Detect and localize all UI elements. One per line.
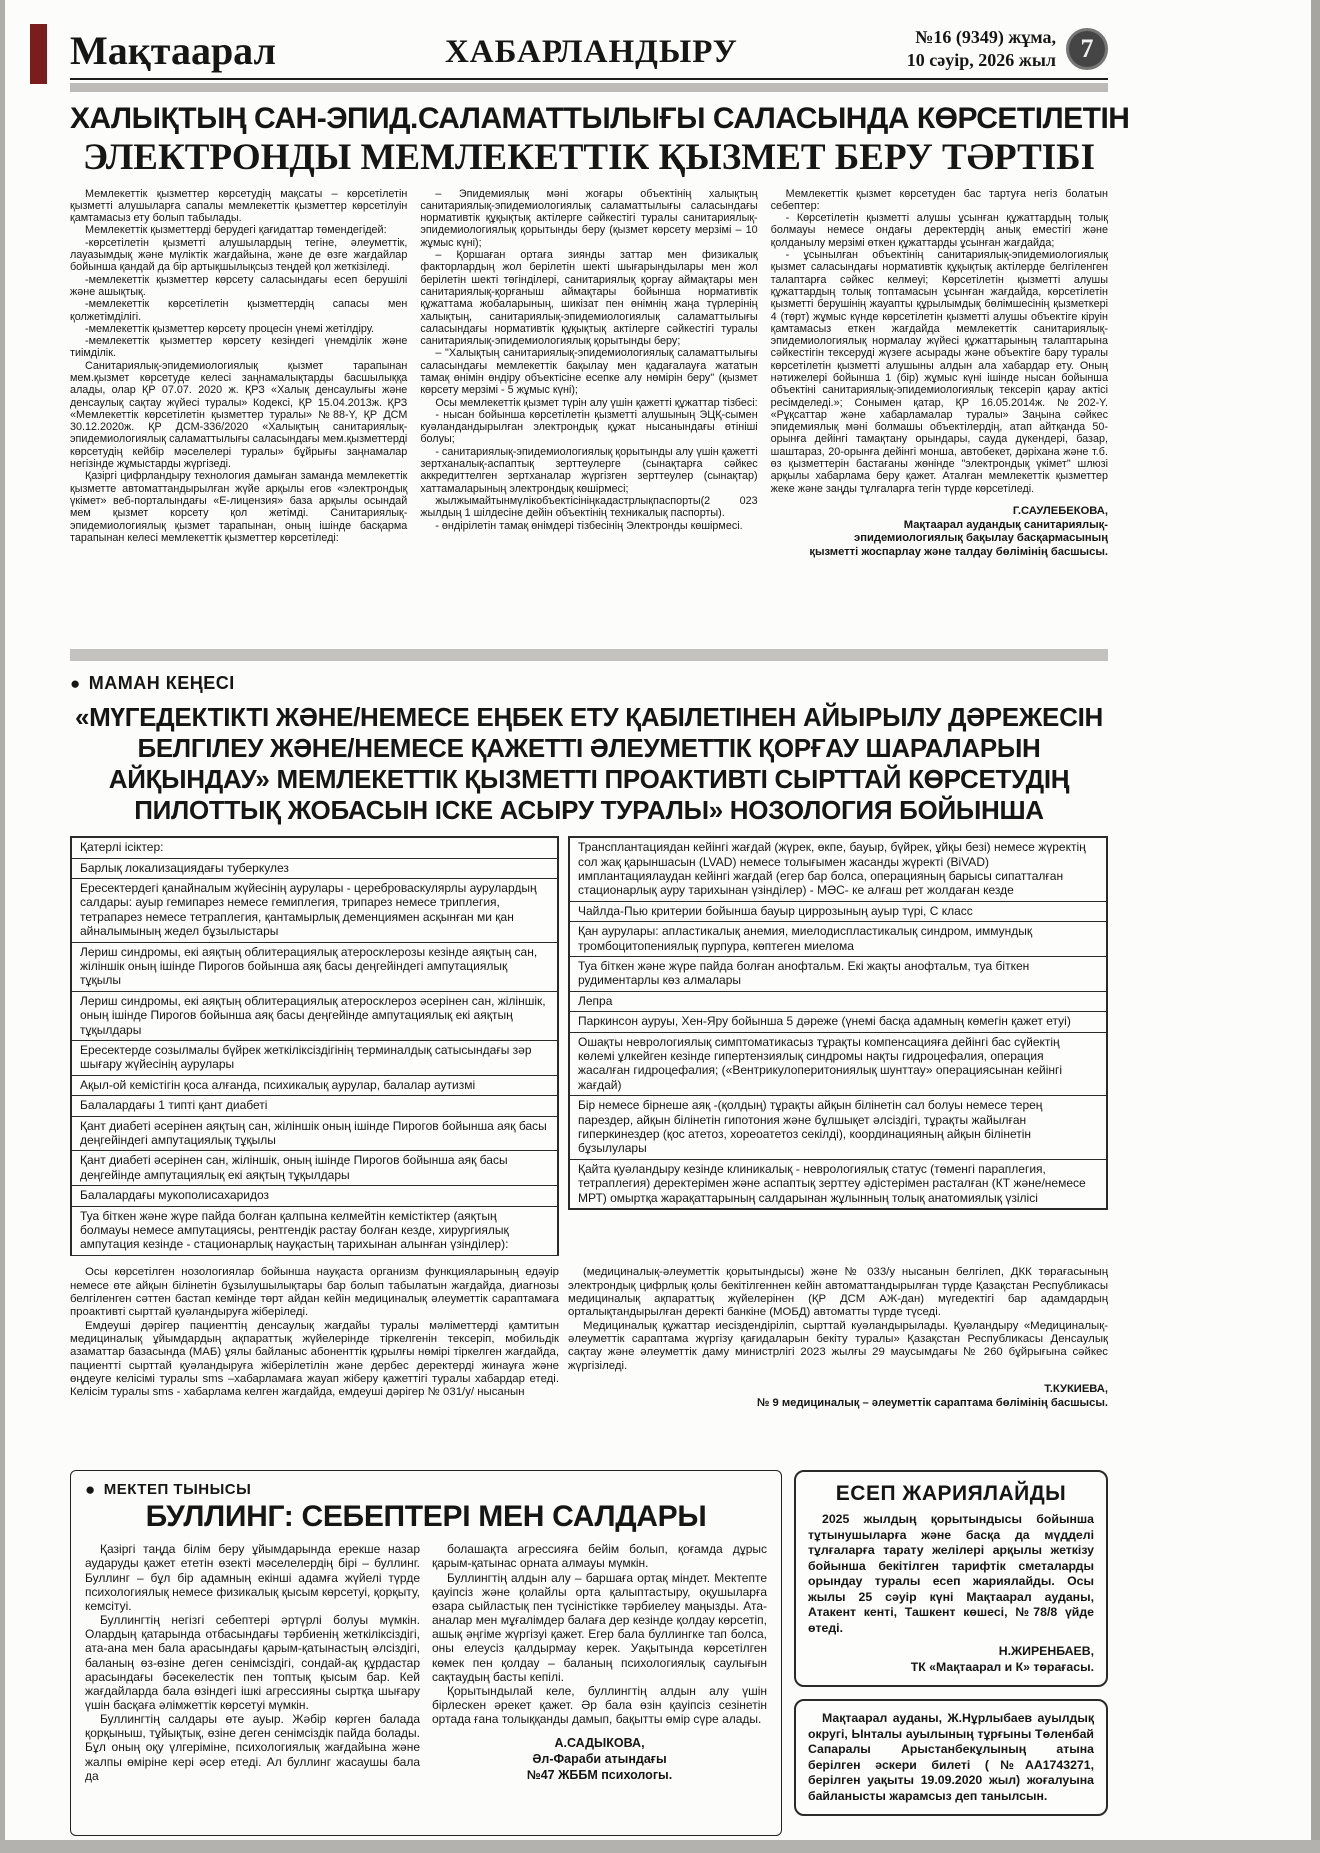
table-row: Паркинсон ауруы, Хен-Яру бойынша 5 дәреже (үнемі басқа адамның көмегін қажет етуі) [570, 1011, 1106, 1031]
paragraph: – Эпидемиялық мәні жоғары объектінің халықтың санитариялық-эпидемиологиялық саламаттылығы саласындағы нормативтік құқықтық актілерге сәйкестігі туралы санитариялық-эпидемиологиялық қорытынды беру (қызмет көрсету мерзімі – 10 жұмыс күні); [420, 187, 758, 249]
bullet-icon: ● [70, 673, 81, 693]
notice-box [794, 1699, 1108, 1816]
paragraph: (медициналық-әлеуметтік қорытындысы) және № 033/у нысанын белгілеп, ДКК төрағасының электрондық цифрлық қолы бекітілгеннен кейін автоматтандырылған түрде Қазақстан Республикасы медициналық ақпараттық жүйелерінен (ҚР ДСМ АЖ-дан) мүгедектігі бар адамдардың орталықтандырылған деректі банкіне (МОБД) автоматты түрде түседі. [568, 1266, 1108, 1319]
paragraph: Қорытындылай келе, буллингтің алдын алу үшін бірлескен әрекет қажет. Әр бала өзін қауіпсіз сезінетін ортада ғана толыққанды дамып, бақытты өмір сүре алады. [432, 1683, 767, 1727]
paragraph: - Көрсетілетін қызметті алушы ұсынған құжаттардың толық болмауы немесе ондағы деректердің анық еместігі және қолданылу мерзімі өткен құжаттарды ұсынған жағдайда; [770, 212, 1108, 249]
article1-main-headline: ЭЛЕКТРОНДЫ МЕМЛЕКЕТТІК ҚЫЗМЕТ БЕРУ ТӘРТІБІ [82, 137, 1096, 178]
section-label-text: МЕКТЕП ТЫНЫСЫ [103, 1481, 252, 1499]
headline-line: «МҮГЕДЕКТІКТІ ЖӘНЕ/НЕМЕСЕ ЕҢБЕК ЕТУ ҚАБІЛЕТІНЕН АЙЫРЫЛУ ДӘРЕЖЕСІН [75, 701, 1103, 732]
page-edge-left [0, 0, 5, 1853]
table-row: Ересектердегі қанайналым жүйесінің аурулары - цереброваскулярлы аурулардың салдары: ауыр гемипарез немесе гемиплегия, трипарез немесе триплегия, тетрапарез немесе тетраплегия, қантамырлық деменциямен асқынған ми қан айналымының жедел бұзылыстары [72, 878, 557, 942]
signature-line: Мақтаарал аудандық санитариялық- [903, 518, 1108, 531]
section-label-mektep [85, 1481, 767, 1498]
header-rule [70, 78, 1108, 80]
article1-kicker-headline: ХАЛЫҚТЫҢ САН-ЭПИД.САЛАМАТТЫЛЫҒЫ САЛАСЫНДА КӨРСЕТІЛЕТІН [70, 102, 1130, 135]
issue-info [907, 26, 1056, 71]
page-header [70, 26, 1108, 71]
paragraph: -көрсетілетін қызметті алушылардың тегіне, әлеуметтік, лауазымдық және мүліктік жағдайына, және де өзге жағдайлар бойынша қандай да бір артықшылықсыз теңдей қол жеткізіледі. [70, 236, 408, 274]
nosology-table-right [568, 836, 1108, 1210]
paragraph: Қазіргі таңда білім беру ұйымдарында ерекше назар аударуды қажет ететін өзекті мәселелердің бірі – буллинг. Буллинг – бұл бір адамның екінші адамға жүйелі түрде психологиялық немесе физикалық қысым көрсетуі, қорқыту, кемсітуі. [85, 1542, 420, 1613]
maman-body-left [70, 1266, 559, 1458]
maman-headline [70, 702, 1108, 827]
paragraph: Буллингтің салдары өте ауыр. Жәбір көрген балада қорқыныш, тұйықтық, өзіне деген сенімсіздік пайда болады. Бұл оның оқу үлгеріміне, психологиялық жағдайына және жалпы өміріне кері әсер етеді. Ал буллинг жасаушы бала да [85, 1712, 420, 1783]
table-row: Ересектерде созылмалы бүйрек жеткіліксіздігінің терминалдық сатысындағы зәр шығару жүйесінің аурулары [72, 1040, 557, 1075]
page-edge-right [1311, 0, 1320, 1853]
nosology-table [70, 836, 1108, 1256]
bottom-section [70, 1470, 1108, 1836]
esep-title: ЕСЕП ЖАРИЯЛАЙДЫ [835, 1482, 1067, 1506]
signature-line: №47 ЖББМ психологы. [526, 1767, 673, 1782]
paragraph: - өндірілетін тамақ өнімдері тізбесінің Электронды көшірмесі. [435, 519, 743, 532]
maman-body-right [568, 1266, 1108, 1458]
table-row: Қан аурулары: апластикалық анемия, миелодиспластикалық синдром, иммундық тромбоцитопениялық пурпура, көптеген миелома [570, 921, 1106, 956]
paragraph: -мемлекеттік көрсетілетін қызметтердің сапасы мен қолжетімділігі. [70, 298, 408, 323]
paragraph: Буллингтің алдын алу – баршаға ортақ міндет. Мектепте қауіпсіз және қолайлы орта қалыптастыру, оқушыларға өзара сыйластық пен түсіністікке тәрбиелеу маңызды. Ата-аналар мен мұғалімдер балаға дер кезінде қолдау көрсетіп, ашық әңгіме жүргізуі қажет. Егер бала буллингке тап болса, оны елеусіз қалдырмау керек. Уақытында көрсетілген көмек пен қолдау – баланың психологиялық саулығын сақтаудың басты кепілі. [432, 1570, 767, 1684]
paragraph: -мемлекеттік қызметтер көрсету саласындағы есеп берушілі және ашықтық. [70, 273, 408, 298]
table-row: Туа біткен және жүре пайда болған анофтальм. Екі жақты анофтальм, туа біткен рудиментарлы көз алмалары [570, 956, 1106, 991]
paragraph: - санитариялық-эпидемиологиялық қорытынды алу үшін қажетті зертханалық-аспаптық зерттеулерге (сынақтарға сәйкес аккредиттелген зертханалар жүргізген зерттеулер (сынақтар) хаттамаларының электрондық көшірмесі; [420, 445, 758, 495]
table-row: Қант диабеті әсерінен сан, жіліншік, оның ішінде Пирогов бойынша аяқ басы деңгейінде ампутациялық екі аяқтың тұқылдары [72, 1150, 557, 1185]
table-row: Ақыл-ой кемістігін қоса алғанда, психикалық аурулар, балалар аутизмі [72, 1075, 557, 1095]
issue-number: №16 (9349) жұма, [915, 27, 1056, 47]
signature-line: қызметті жоспарлау және талдау бөлімінің басшысы. [809, 545, 1108, 558]
table-row: Балалардағы мукополисахаридоз [72, 1185, 557, 1205]
side-column [794, 1470, 1108, 1836]
scan-corner-mark [30, 24, 47, 84]
paragraph: Буллингтің негізгі себептері әртүрлі болуы мүмкін. Олардың қатарында отбасындағы тәрбиенің жеткіліксіздігі, ата-ана мен бала арасындағы қарым-қатынастың әлсіздігі, баланың өз-өзіне деген сенімсіздігі, сондай-ақ құрдастар арасындағы бәсекелестік пен топтық қысым бар. Кей жағдайларда бала өзіндегі ішкі агрессияны сыртқа шығару үшін басқаға әлімжеттік көрсетуі мүмкін. [85, 1613, 420, 1713]
paragraph: -мемлекеттік қызметтер көрсету процесін үнемі жетілдіру. [85, 322, 375, 335]
esep-box [794, 1470, 1108, 1687]
table-row: Лериш синдромы, екі аяқтың облитерациялық атеросклероз әсерінен сан, жіліншік, оның ішінде Пирогов бойынша аяқ басы деңгейінде ампутациялық екі аяқтың тұқылдары [72, 991, 557, 1040]
headline-line: БЕЛГІЛЕУ ЖӘНЕ/НЕМЕСЕ ҚАЖЕТТІ ӘЛЕУМЕТТІК ҚОРҒАУ ШАРАЛАРЫН [137, 732, 1041, 763]
table-row: Трансплантациядан кейінгі жағдай (жүрек, өкпе, бауыр, бүйрек, ұйқы безі) немесе жүректің сол жақ қарыншасын (LVAD) немесе толығымен жасанды жүректі (BiVAD) имплантациялаудан кейінгі жағдай (егер бар болса, операцияның барысы сипатталған стационарлық ауру тарихынан үзінділер) - МӘС- ке алғаш рет жолдаған кезде [578, 840, 1086, 898]
table-row: Туа біткен және жүре пайда болған қалпына келмейтін кемістіктер (аяқтың болмауы немесе ампутациясы, рентгендік растау болған кезде, хирургиялық ампутация кезінде - стационарлық науқастың тарихынан алынған үзінділер): [72, 1206, 557, 1255]
paragraph: Емдеуші дәрігер пациенттің денсаулық жағдайы туралы мәліметтерді қамтитын медициналық ұйымдардың ақпараттық жүйелерінде тіркелгенін тексеріп, мобильдік азаматтар базасында (МАБ) ұялы байланыс абоненттік құрылғы нөмірі тіркелген жағдайда, пациентті сырттай қуәландыруға жіберілетілін және дербес деректерді жинауға және өңдеуге келісімі туралы sms –хабарламаға жауап жіберу қажеттігі туралы хабардар етеді. Келісім туралы sms - хабарлама келген жағдайда, емдеуші дәрігер № 031/у/ нысанын [70, 1319, 559, 1399]
bullying-column-2-text [432, 1542, 767, 1726]
paragraph: – Қоршаған ортаға зиянды заттар мен физикалық факторлардың жол берілетін шекті шығарындылары мен жол берілетін шекті төгінділері, санитариялық қорғау аймақтары мен санитариялық-қорғаныш аймақтары бойынша нормативтік құжаттама жобаларының, шикізат пен өнімнің жаңа түрлерінің халықтың, санитариялық-эпидемиологиялық саламаттылығы саласындағы нормативтік құқықтық актілерге сәйкестігі туралы санитариялық-эпидемиологиялық қорытынды беру; [420, 249, 758, 348]
section-separator-bar [70, 649, 1108, 661]
issue-date: 10 сәуір, 2026 жыл [906, 49, 1056, 70]
paragraph: Осы мемлекеттік қызмет түрін алу үшін қажетті құжаттар тізбесі: [435, 396, 758, 409]
bullying-column-1 [85, 1542, 420, 1783]
signature-line: № 9 медициналық – әлеуметтік сараптама бөлімінің басшысы. [756, 1396, 1108, 1409]
school-article-box [70, 1470, 782, 1836]
paragraph: Мемлекеттік қызметтер көрсетудің мақсаты – көрсетілетін қызметті алушыларға сапалы мемлекеттік қызметтер көрсетілуін қамтамасыз ету болып табылады. [70, 187, 408, 225]
article1-columns [70, 188, 1108, 640]
section-label-text: МАМАН КЕҢЕСІ [88, 672, 235, 693]
maman-body-right-text [568, 1266, 1108, 1373]
maman-body [70, 1266, 1108, 1458]
signature-line: Г.САУЛЕБЕКОВА, [1012, 504, 1108, 517]
signature-line: Т.КУКИЕВА, [1044, 1383, 1108, 1396]
maman-signature [568, 1383, 1108, 1410]
paragraph: – "Халықтың санитариялық-эпидемиологиялық саламаттылығы саласындағы мемлекеттік бақылау мен қадағалауға жататын тамақ өнімін өндіру объектісіне есепке алу нөмірін беру" (қызмет көрсету мерзімі - 5 жұмыс күні); [420, 347, 758, 397]
nosology-table-left [70, 836, 559, 1256]
page-content [70, 0, 1130, 1836]
paragraph: Санитариялық-эпидемиологиялық қызмет тарапынан мем.қызмет көрсетуде келесі заңнамалықтарды басшылыққа алады, олар ҚР 07.07. 2020 ж. ҚРЗ «Халық денсаулығы және денсаулық сақтау жүйесі туралы» Кодексі, ҚР 15.04.2013ж. ҚРЗ «Мемлекеттік көрсетілетін қызметтер туралы» №88-Y, ҚР ДСМ 30.12.2020ж. ҚР ДСМ-336/2020 «Халықтың санитариялық-эпидемиологиялық саламаттылығы саласындағы мем.қызметтерді көрсетудің кейбір мәселелері туралы» бұйрығы заңнамалар негізінде жұмыстарды жүргізеді. [70, 359, 408, 471]
section-label-maman [70, 673, 1108, 694]
bullying-column-2 [432, 1542, 767, 1783]
signature-line: А.САДЫКОВА, [554, 1736, 645, 1751]
paragraph: Мемлекеттік қызмет көрсетуден бас тартуға негіз болатын себептер: [770, 187, 1108, 212]
paragraph: -мемлекеттік қызметтер көрсету кезіндегі үнемділік және тиімділік. [70, 335, 408, 360]
section-title: ХАБАРЛАНДЫРУ [444, 34, 738, 70]
esep-signature [808, 1644, 1094, 1675]
table-row: Қайта қуәландыру кезінде клиникалық - неврологиялық статус (төменгі параплегия, тетраплегия) деректерімен және аспаптық зерттеу әдістерімен расталған (КТ және/немесе МРТ) омыртқа жарақаттарының салдарынан жұлынның толық анатомиялық үзілісі [570, 1159, 1106, 1208]
table-row: Қатерлі ісіктер: [80, 840, 164, 855]
paragraph: - ұсынылған объектінің санитариялық-эпидемиологиялық қызмет саласындағы нормативтік құқықтық актілерде белгіленген талаптарға сәйкес келмеуі; Көрсетілетін қызметті алушы құжаттардың толық топтамасын ұсынған жағдайда, көрсетілетін қызметті берушінің жауапты құрылымдық бөлімшесінің қызметкері 4 (төрт) жұмыс күнде көрсетілетін қызметті алушы объектіге кіруін қамтамасыз еткен жағдайда мемлекеттік санитариялық-эпидемиологиялық нормалау жүйесі құжаттарының талаптарына сәйкестігін тексеруді жүзеге асырады және объектіге бару туралы көрсетілетін қызметті алушыны алдын ала хабардар ету. Оның нәтижелері бойынша 1 (бір) жұмыс күні ішінде нысан бойынша объектіні санитариялық-эпидемиологиялық тексеріп қарау актісі ресімделеді.»; Сонымен қатар, ҚР 16.05.2014ж. №202-Y. «Рұқсаттар және хабарламалар туралы» Заңына сәйкес эпидемиялық мәні болмашы объектілердің, атап айтқанда 50-орынға дейінгі тамақтану орындары, сауда дүкендері, базар, шаштараз, 20-орынға дейінгі монша, автобекет, дәріхана және т.б. өз қызметтерін бастағаны жөнінде "электрондық үкімет" шлюзі арқылы хабарлама беру қажет. Аталған мемлекеттік қызметтер жеке және заңды тұлғаларға тегін түрде көрсетіледі. [770, 249, 1108, 495]
table-row: Лепра [570, 991, 1106, 1011]
article1-column-2 [420, 188, 757, 640]
table-row: Барлық локализациядағы туберкулез [72, 858, 557, 878]
table-row: Қант диабеті әсерінен аяқтың сан, жіліншік оның ішінде Пирогов бойынша аяқ басы деңгейіндегі ампутациялық тұқылы [72, 1116, 557, 1151]
page-number-badge: 7 [1066, 28, 1108, 70]
article1-column-3-text [771, 188, 1108, 495]
article1-column-1 [70, 188, 407, 640]
signature-line: ТК «Мақтаарал и К» төрағасы. [910, 1659, 1094, 1674]
paragraph: Қазіргі цифрландыру технология дамыған заманда мемлекеттік қызметте автоматтандырылған жүйе арқылы егов «электрондық үкімет» веб-порталындағы «Е-лицензия» база арқылы осындай мем қызмет корсету қол жетімді. Санитариялық-эпидемиологиялық қызмет тарапынан, оның ішінде басқарма тарапынан келесі мемлекеттік қызметтер көрсетіледі: [70, 470, 408, 544]
esep-body: 2025 жылдың қорытындысы бойынша тұтынушыларға және басқа да мүдделі тұлғаларға тарату желілері арқылы жеткізу бойынша бекітілген тарифтік сметаларды орындау туралы есеп жариялайды. Осы жылы 25 сәуір күні Мақтаарал ауданы, Атакент кенті, Ташкент көшесі, №78/8 үйде өтеді. [808, 1512, 1094, 1635]
bullying-headline: БУЛЛИНГ: СЕБЕПТЕРІ МЕН САЛДАРЫ [145, 1500, 707, 1534]
paragraph: - нысан бойынша көрсетілетін қызметті алушының ЭЦҚ-сымен куәландандырылған электрондық құжат нысанындағы өтініші болуы; [420, 408, 758, 446]
paragraph: Мемлекеттік қызметтерді берудегі қағидаттар төмендегідей: [85, 224, 387, 237]
page-bottom-bar [0, 1840, 1320, 1853]
article1-column-3 [771, 188, 1108, 640]
headline-line: АЙҚЫНДАУ» МЕМЛЕКЕТТІК ҚЫЗМЕТТІ ПРОАКТИВТІ СЫРТТАЙ КӨРСЕТУДІҢ [108, 763, 1070, 794]
table-row: Чайлда-Пью критерии бойынша бауыр циррозының ауыр түрі, С класс [570, 901, 1106, 921]
bullying-signature [432, 1736, 767, 1783]
article1-signature [771, 505, 1108, 560]
table-row: Балалардағы 1 типті қант диабеті [72, 1095, 557, 1115]
table-row: Ошақты неврологиялық симптоматикасыз тұрақты компенсацияға дейінгі бас сүйектің көлемі ұлкейген кезінде гипертензиялық синдромы нақты гидроцефалия, операция жасалған гидроцефалия; («Вентрикулоперитониялық шунттау» операциясынан кейінгі жағдай) [570, 1032, 1106, 1096]
signature-line: Әл-Фараби атындағы [532, 1751, 667, 1766]
header-separator-bar [70, 83, 1108, 92]
table-row: Бір немесе бірнеше аяқ -(қолдың) тұрақты айқын білінетін сал болуы немесе терең парездер, айқын білінетін гипотония және бұлшықет әлсіздігі, тұрақты жайылған гиперкинездер (қос атетоз, хореоатетоз секілді), координацияның айқын білінетін бұзылулары [570, 1095, 1106, 1159]
notice-body: Мақтаарал ауданы, Ж.Нұрлыбаев ауылдық округі, Ынталы ауылының тұрғыны Төленбай Сапаралы Арыстанбекұлының атына берілген әскери билеті (№АА1743271, берілген уақыты 19.09.2020 жыл) жоғалуына байланысты жарамсыз деп танылсын. [808, 1711, 1094, 1803]
headline-line: ПИЛОТТЫҚ ЖОБАСЫН ІСКЕ АСЫРУ ТУРАЛЫ» НОЗОЛОГИЯ БОЙЫНША [134, 795, 1044, 826]
paragraph: болашақта агрессияға бейім болып, қоғамда дұрыс қарым-қатынас орната алмауы мүмкін. [432, 1542, 767, 1571]
signature-line: Н.ЖИРЕНБАЕВ, [998, 1644, 1094, 1659]
table-row: Лериш синдромы, екі аяқтың облитерациялық атеросклерозы кезінде аяқтың сан, жіліншік оның ішінде Пирогов бойынша аяқ басы деңгейіндегі ампутациялық тұқылы [72, 942, 557, 991]
masthead: Мақтаарал [70, 28, 276, 73]
paragraph: жылжымайтынмүлікобъектісініңкадастрлықпаспорты(2 023 жылдың 1 шілдесіне дейін объектінің техникалық паспорты). [420, 494, 758, 520]
paragraph: Медициналық құжаттар иесіздендіріліп, сырттай куәландырылады. Қуәландыру «Медициналық-әлеуметтік сараптама жүргізу қағидаларын бекіту туралы» Қазақстан Республикасы Денсаулық сақтау және әлеуметтік даму министрлігі 2023 жылғы 29 маусымдағы № 260 бұйрығына сәйкес жүргізіледі. [568, 1319, 1108, 1372]
signature-line: эпидемиологиялық бақылау басқармасының [854, 532, 1108, 545]
bullying-columns [85, 1542, 767, 1783]
issue-block [907, 26, 1108, 71]
bullet-icon: ● [85, 1480, 96, 1500]
paragraph: Осы көрсетілген нозологиялар бойынша науқаста организм функцияларының едәуір немесе өте айқын білінетін бұзылушылықтары бар болып табылатын жағдайда, диагнозы белгіленген сәттен бастап кемінде төрт айдан кейін медициналық әлеуметтік сараптамаға проактивті сырттай қуәландыруға жіберіледі. [70, 1266, 559, 1319]
table-row [72, 1255, 557, 1257]
